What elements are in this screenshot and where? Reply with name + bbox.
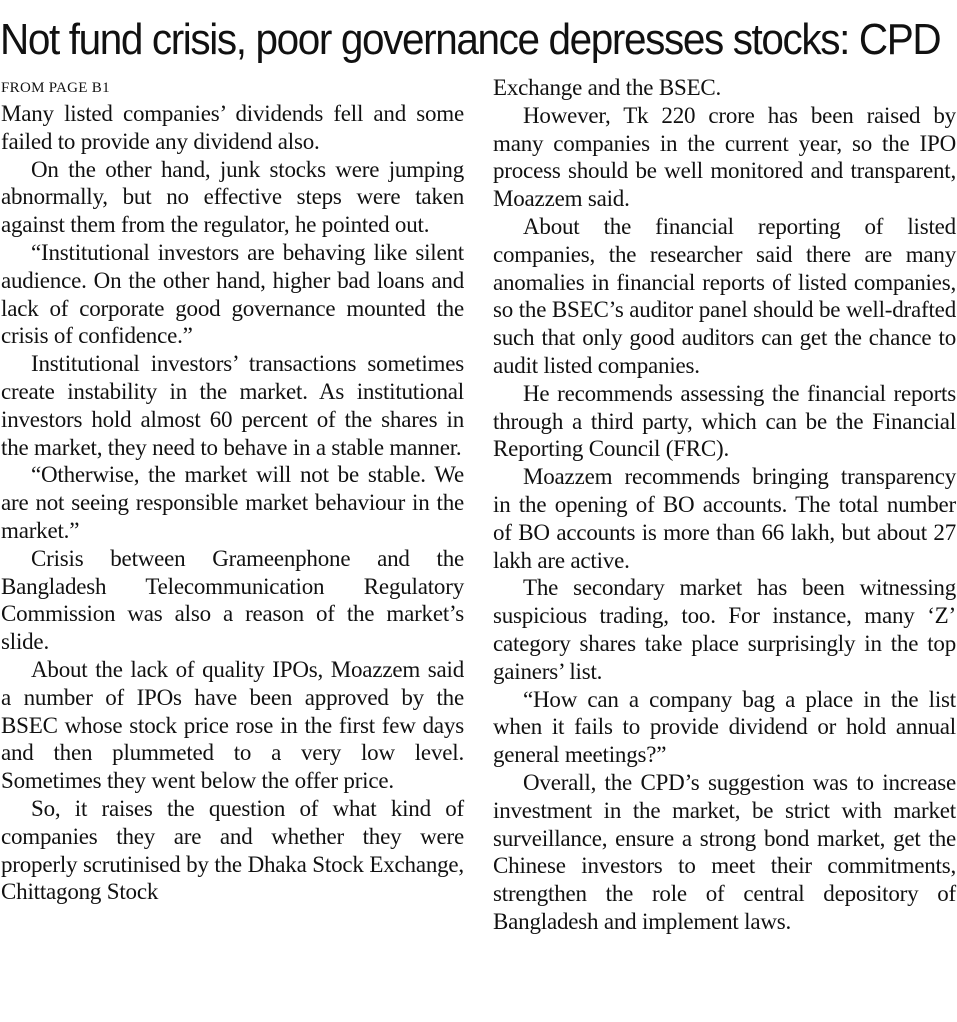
paragraph: Moazzem recommends bringing transparency in the opening of BO accounts. The total number of BO accounts is more than 66 lakh, but about 27 lakh are active. [493, 464, 956, 573]
paragraph: Institutional investors’ transactions sometimes create instability in the market. As institutional investors hold almost 60 percent of the shares in the market, they need to behave in a stable manner. [1, 351, 464, 460]
paragraph: The secondary market has been witnessing suspicious trading, too. For instance, many ‘Z’ category shares take place surprisingly in the top gainers’ list. [493, 575, 956, 684]
paragraph: Crisis between Grameenphone and the Bangladesh Telecommunication Regulatory Commission was also a reason of the market’s slide. [1, 545, 464, 655]
paragraph: “Otherwise, the market will not be stable. We are not seeing responsible market behaviour in the market.” [1, 462, 464, 543]
paragraph: So, it raises the question of what kind of companies they are and whether they were properly scrutinised by the Dhaka Stock Exchange, Chittagong Stock [1, 795, 464, 905]
paragraph: On the other hand, junk stocks were jumping abnormally, but no effective steps were taken against them from the regulator, he pointed out. [1, 156, 464, 238]
dateline: FROM PAGE B1 [1, 80, 110, 96]
paragraph: Overall, the CPD’s suggestion was to increase investment in the market, be strict with market surveillance, ensure a strong bond market, get the Chinese investors to meet their commitments, strengthen the role of central depository of Bangladesh and implement laws. [493, 769, 956, 934]
article-column-left [1, 76, 464, 906]
paragraph: About the financial reporting of listed companies, the researcher said there are many anomalies in financial reports of listed companies, so the BSEC’s auditor panel should be well-drafted such that only good auditors can get the chance to audit listed companies. [493, 213, 956, 378]
paragraph: About the lack of quality IPOs, Moazzem said a number of IPOs have been approved by the BSEC whose stock price rose in the first few days and then plummeted to a very low level. Sometimes they went below the offer price. [1, 656, 464, 794]
paragraph: However, Tk 220 crore has been raised by many companies in the current year, so the IPO process should be well monitored and transparent, Moazzem said. [493, 102, 956, 212]
paragraph: “Institutional investors are behaving like silent audience. On the other hand, higher bad loans and lack of corporate good governance mounted the crisis of confidence.” [1, 239, 464, 349]
article-column-right [493, 74, 956, 936]
paragraph: “How can a company bag a place in the list when it fails to provide dividend or hold annual general meetings?” [493, 686, 956, 768]
paragraph: He recommends assessing the financial reports through a third party, which can be the Financial Reporting Council (FRC). [493, 380, 956, 462]
paragraph-continuation: Exchange and the BSEC. [493, 75, 722, 100]
paragraph: Many listed companies’ dividends fell and some failed to provide any dividend also. [1, 101, 464, 154]
headline: Not fund crisis, poor governance depresses stocks: CPD [0, 15, 941, 64]
